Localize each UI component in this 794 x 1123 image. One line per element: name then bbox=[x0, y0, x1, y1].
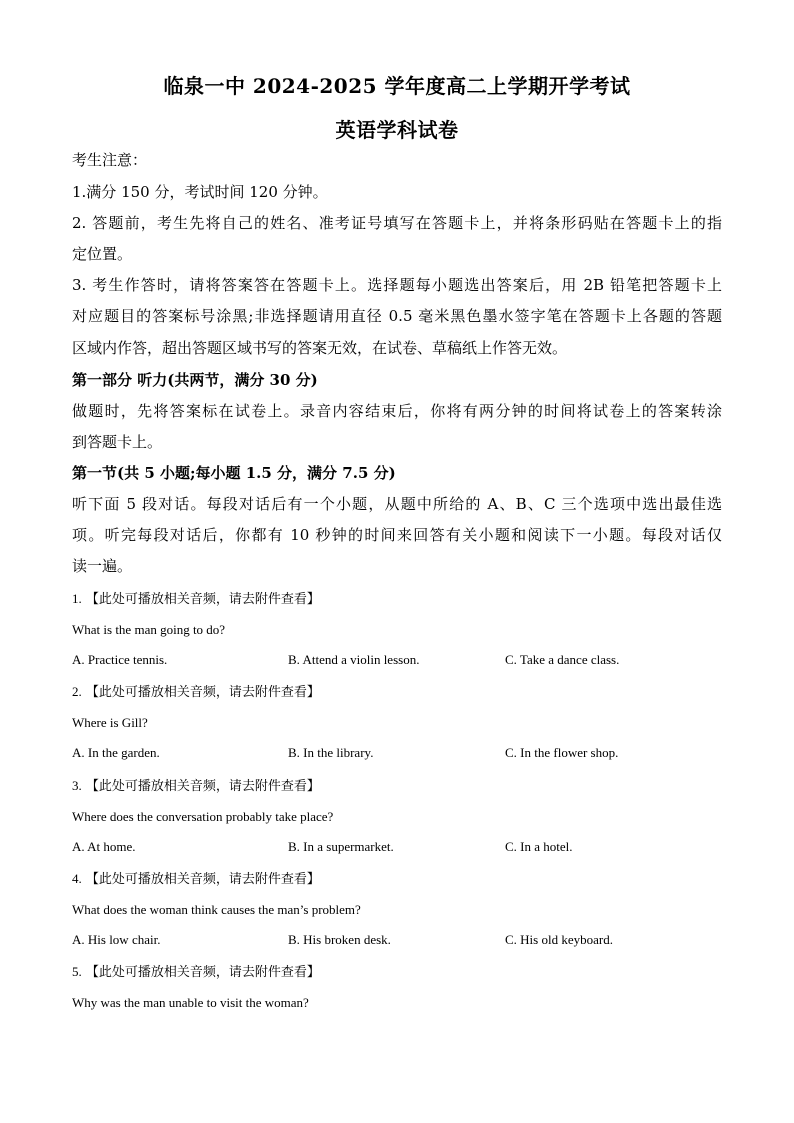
question-number: 5. bbox=[72, 964, 82, 979]
notice-item-2-line-2: 定位置。 bbox=[72, 245, 133, 263]
question-5-audio[interactable] bbox=[72, 962, 722, 983]
question-4-option-a[interactable]: A. His low chair. bbox=[72, 932, 161, 947]
question-number: 4. bbox=[72, 871, 82, 886]
notice-item-3-line-2: 对应题目的答案标号涂黑;非选择题请用直径 0.5 毫米黑色墨水签字笔在答题卡上各题的答题 bbox=[72, 307, 722, 325]
notice-item-3-line-3: 区域内作答，超出答题区域书写的答案无效，在试卷、草稿纸上作答无效。 bbox=[72, 339, 568, 357]
question-2-option-c[interactable]: C. In the flower shop. bbox=[505, 745, 619, 760]
question-number: 1. bbox=[72, 591, 82, 606]
question-3-text: Where does the conversation probably take place? bbox=[72, 809, 334, 824]
question-2-audio[interactable] bbox=[72, 682, 722, 703]
part1-intro-line-1: 做题时，先将答案标在试卷上。录音内容结束后，你将有两分钟的时间将试卷上的答案转涂 bbox=[72, 402, 722, 420]
question-1-option-c[interactable]: C. Take a dance class. bbox=[505, 652, 620, 667]
section1-instructions-line-1: 听下面 5 段对话。每段对话后有一个小题，从题中所给的 A、B、C 三个选项中选出最佳选 bbox=[72, 495, 722, 513]
question-3-audio[interactable] bbox=[72, 776, 722, 797]
exam-subtitle: 英语学科试卷 bbox=[335, 118, 459, 142]
question-5-text: Why was the man unable to visit the woman? bbox=[72, 995, 309, 1010]
notice-item-1: 1.满分 150 分，考试时间 120 分钟。 bbox=[72, 183, 328, 201]
section1-instructions-line-3: 读一遍。 bbox=[72, 557, 133, 575]
question-1-option-a[interactable]: A. Practice tennis. bbox=[72, 652, 168, 667]
audio-placeholder: 【此处可播放相关音频，请去附件查看】 bbox=[85, 685, 320, 700]
audio-placeholder: 【此处可播放相关音频，请去附件查看】 bbox=[85, 779, 320, 794]
audio-placeholder: 【此处可播放相关音频，请去附件查看】 bbox=[85, 872, 320, 887]
audio-placeholder: 【此处可播放相关音频，请去附件查看】 bbox=[85, 965, 320, 980]
question-1-text: What is the man going to do? bbox=[72, 622, 226, 637]
exam-title: 临泉一中 2024-2025 学年度高二上学期开学考试 bbox=[163, 74, 631, 98]
question-3-option-b[interactable]: B. In a supermarket. bbox=[288, 839, 394, 854]
notice-item-3-line-1: 3. 考生作答时，请将答案答在答题卡上。选择题每小题选出答案后，用 2B 铅笔把答题卡上 bbox=[72, 276, 722, 294]
notice-item-2-line-1: 2. 答题前，考生先将自己的姓名、准考证号填写在答题卡上，并将条形码贴在答题卡上的指 bbox=[72, 214, 722, 232]
question-4-audio[interactable] bbox=[72, 869, 722, 890]
question-2-option-b[interactable]: B. In the library. bbox=[288, 745, 374, 760]
part1-heading: 第一部分 听力(共两节，满分 30 分) bbox=[72, 371, 318, 389]
question-1-option-b[interactable]: B. Attend a violin lesson. bbox=[288, 652, 420, 667]
question-number: 2. bbox=[72, 684, 82, 699]
question-1-audio[interactable] bbox=[72, 589, 722, 610]
question-3-option-a[interactable]: A. At home. bbox=[72, 839, 136, 854]
notice-heading: 考生注意： bbox=[72, 151, 148, 169]
question-2-option-a[interactable]: A. In the garden. bbox=[72, 745, 160, 760]
part1-intro-line-2: 到答题卡上。 bbox=[72, 433, 163, 451]
question-4-option-c[interactable]: C. His old keyboard. bbox=[505, 932, 613, 947]
section1-heading: 第一节(共 5 小题;每小题 1.5 分，满分 7.5 分) bbox=[72, 464, 396, 482]
question-4-option-b[interactable]: B. His broken desk. bbox=[288, 932, 391, 947]
question-4-text: What does the woman think causes the man’s problem? bbox=[72, 902, 361, 917]
question-3-option-c[interactable]: C. In a hotel. bbox=[505, 839, 573, 854]
audio-placeholder: 【此处可播放相关音频，请去附件查看】 bbox=[85, 592, 320, 607]
section1-instructions-line-2: 项。听完每段对话后，你都有 10 秒钟的时间来回答有关小题和阅读下一小题。每段对话仅 bbox=[72, 526, 722, 544]
question-2-text: Where is Gill? bbox=[72, 715, 148, 730]
question-number: 3. bbox=[72, 778, 82, 793]
